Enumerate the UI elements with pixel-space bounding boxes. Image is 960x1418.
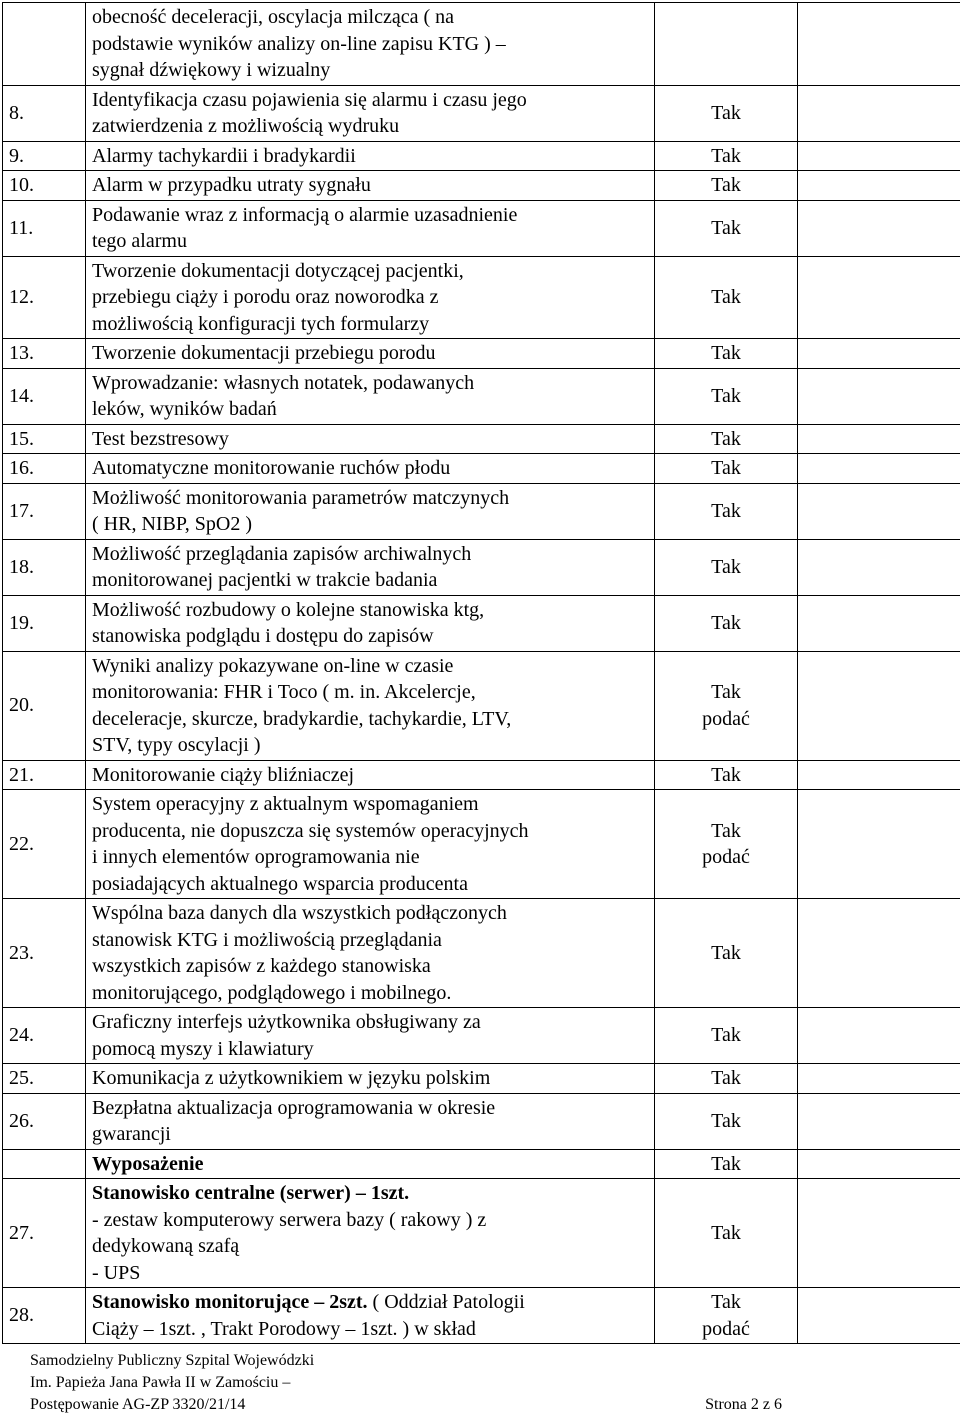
description-line: posiadających aktualnego wsparcia producenta <box>92 872 468 895</box>
row-description <box>86 1008 655 1064</box>
value-line: Tak <box>711 1221 741 1244</box>
row-description <box>86 899 655 1008</box>
row-description <box>86 424 655 454</box>
value-line: Tak <box>711 681 741 703</box>
row-value <box>655 200 798 256</box>
row-value <box>655 760 798 790</box>
row-value <box>655 595 798 651</box>
row-offered-parameters <box>798 790 960 899</box>
row-number: 17. <box>3 483 86 539</box>
description-line: - UPS <box>92 1261 141 1284</box>
row-value <box>655 651 798 760</box>
row-value <box>655 85 798 141</box>
description-line: stanowiska podglądu i dostępu do zapisów <box>92 625 434 647</box>
description-line: Alarmy tachykardii i bradykardii <box>92 144 356 167</box>
row-offered-parameters <box>798 3 960 86</box>
row-description <box>86 256 655 339</box>
row-offered-parameters <box>798 1149 960 1179</box>
description-line: Możliwość rozbudowy o kolejne stanowiska ktg, <box>92 598 485 621</box>
description-line: zatwierdzenia z możliwością wydruku <box>92 115 400 137</box>
row-description <box>86 171 655 201</box>
description-line: Monitorowanie ciąży bliźniaczej <box>92 763 355 786</box>
row-value <box>655 171 798 201</box>
description-line: Alarm w przypadku utraty sygnału <box>92 174 371 196</box>
row-description <box>86 85 655 141</box>
description-line: leków, wyników badań <box>92 398 277 420</box>
row-offered-parameters <box>798 200 960 256</box>
description-line: możliwością konfiguracji tych formularzy <box>92 312 430 335</box>
value-line: Tak <box>711 499 741 522</box>
row-number: 22. <box>3 790 86 899</box>
table-row <box>3 200 960 256</box>
row-description <box>86 339 655 369</box>
value-line: Tak <box>711 286 741 308</box>
table-row <box>3 3 960 86</box>
table-row <box>3 899 960 1008</box>
description-line: ( HR, NIBP, SpO2 ) <box>92 513 253 535</box>
table-row <box>3 1288 960 1344</box>
row-number: 8. <box>3 85 86 141</box>
value-line: Tak <box>711 216 741 239</box>
row-value <box>655 790 798 899</box>
row-number: 21. <box>3 760 86 790</box>
description-line: Podawanie wraz z informacją o alarmie uzasadnienie <box>92 203 518 226</box>
row-offered-parameters <box>798 1093 960 1149</box>
row-number: 19. <box>3 595 86 651</box>
description-line: monitorującego, podglądowego i mobilnego. <box>92 981 452 1004</box>
description-line: Test bezstresowy <box>92 427 229 450</box>
table-row <box>3 1179 960 1288</box>
value-line: Tak <box>711 941 741 964</box>
row-offered-parameters <box>798 256 960 339</box>
row-description <box>86 1179 655 1288</box>
row-description <box>86 483 655 539</box>
description-line: Wprowadzanie: własnych notatek, podawanych <box>92 371 475 394</box>
description-line: monitorowanej pacjentki w trakcie badania <box>92 569 438 591</box>
table-row <box>3 85 960 141</box>
description-line: System operacyjny z aktualnym wspomaganiem <box>92 793 479 815</box>
value-line: Tak <box>711 1291 741 1313</box>
row-offered-parameters <box>798 141 960 171</box>
value-line: Tak <box>711 555 741 578</box>
row-offered-parameters <box>798 424 960 454</box>
description-line: Tworzenie dokumentacji dotyczącej pacjentki, <box>92 259 464 282</box>
row-description <box>86 368 655 424</box>
value-line: Tak <box>711 144 741 167</box>
row-value <box>655 539 798 595</box>
specification-table <box>2 2 960 1344</box>
row-number <box>3 3 86 86</box>
row-number: 13. <box>3 339 86 369</box>
value-line: Tak <box>711 1024 741 1047</box>
row-offered-parameters <box>798 368 960 424</box>
value-line: Tak <box>711 101 741 124</box>
table-row <box>3 424 960 454</box>
value-line: podać <box>702 846 750 868</box>
row-description <box>86 1149 655 1179</box>
row-value <box>655 1179 798 1288</box>
value-line: podać <box>702 707 750 730</box>
description-line: gwarancji <box>92 1123 171 1145</box>
page-footer <box>30 1350 930 1416</box>
value-line: Tak <box>711 174 741 196</box>
description-line: STV, typy oscylacji ) <box>92 734 261 756</box>
value-line: Tak <box>711 384 741 407</box>
row-value <box>655 454 798 484</box>
table-row <box>3 1008 960 1064</box>
row-description <box>86 1064 655 1094</box>
row-value <box>655 483 798 539</box>
value-line: Tak <box>711 1152 741 1175</box>
row-offered-parameters <box>798 760 960 790</box>
table-row <box>3 454 960 484</box>
table-row <box>3 790 960 899</box>
table-row <box>3 256 960 339</box>
row-description <box>86 595 655 651</box>
footer-procedure-number: Postępowanie AG-ZP 3320/21/14 <box>30 1396 246 1413</box>
row-number: 9. <box>3 141 86 171</box>
value-line: podać <box>702 1317 750 1340</box>
row-value <box>655 141 798 171</box>
row-number: 12. <box>3 256 86 339</box>
row-value <box>655 1008 798 1064</box>
row-value <box>655 256 798 339</box>
row-number: 23. <box>3 899 86 1008</box>
row-offered-parameters <box>798 1008 960 1064</box>
row-description <box>86 790 655 899</box>
row-description <box>86 454 655 484</box>
footer-hospital-name: Samodzielny Publiczny Szpital Wojewódzki <box>30 1352 315 1369</box>
row-value <box>655 1064 798 1094</box>
row-number: 26. <box>3 1093 86 1149</box>
row-number: 28. <box>3 1288 86 1344</box>
specification-table-body <box>3 3 960 1344</box>
table-row <box>3 760 960 790</box>
row-description <box>86 651 655 760</box>
table-row <box>3 1093 960 1149</box>
table-row <box>3 651 960 760</box>
row-value <box>655 1093 798 1149</box>
description-line: Automatyczne monitorowanie ruchów płodu <box>92 457 451 479</box>
row-number: 25. <box>3 1064 86 1094</box>
row-value <box>655 339 798 369</box>
row-value <box>655 424 798 454</box>
description-line: Komunikacja z użytkownikiem w języku polskim <box>92 1067 491 1089</box>
table-row <box>3 171 960 201</box>
description-line: Identyfikacja czasu pojawienia się alarmu i czasu jego <box>92 88 527 111</box>
row-description <box>86 3 655 86</box>
row-offered-parameters <box>798 171 960 201</box>
description-line: Wyniki analizy pokazywane on-line w czasie <box>92 654 454 677</box>
row-number: 11. <box>3 200 86 256</box>
row-offered-parameters <box>798 539 960 595</box>
description-line: podstawie wyników analizy on-line zapisu KTG ) – <box>92 32 506 55</box>
value-line: Tak <box>711 427 741 450</box>
row-description <box>86 141 655 171</box>
description-line: Wspólna baza danych dla wszystkich podłączonych <box>92 902 507 924</box>
row-offered-parameters <box>798 899 960 1008</box>
row-value <box>655 899 798 1008</box>
value-line: Tak <box>711 457 741 479</box>
row-number: 14. <box>3 368 86 424</box>
table-row <box>3 595 960 651</box>
row-description <box>86 1288 655 1344</box>
row-offered-parameters <box>798 1288 960 1344</box>
description-line: pomocą myszy i klawiatury <box>92 1037 314 1060</box>
row-value <box>655 368 798 424</box>
description-line: obecność deceleracji, oscylacja milcząca ( na <box>92 6 455 28</box>
description-line: przebiegu ciąży i porodu oraz noworodka z <box>92 286 439 308</box>
description-line: Stanowisko monitorujące – 2szt. ( Oddział Patologii <box>92 1291 525 1313</box>
description-line: monitorowania: FHR i Toco ( m. in. Akcelercje, <box>92 681 476 703</box>
row-offered-parameters <box>798 454 960 484</box>
row-number <box>3 1149 86 1179</box>
description-line: producenta, nie dopuszcza się systemów operacyjnych <box>92 819 529 842</box>
description-line: Wyposażenie <box>92 1152 204 1175</box>
description-line: tego alarmu <box>92 230 187 252</box>
row-value <box>655 1288 798 1344</box>
row-description <box>86 1093 655 1149</box>
description-line: dedykowaną szafą <box>92 1235 240 1257</box>
row-number: 24. <box>3 1008 86 1064</box>
description-line: Bezpłatna aktualizacja oprogramowania w okresie <box>92 1096 496 1119</box>
row-number: 18. <box>3 539 86 595</box>
table-row <box>3 539 960 595</box>
row-offered-parameters <box>798 85 960 141</box>
row-description <box>86 200 655 256</box>
table-row <box>3 483 960 539</box>
row-offered-parameters <box>798 1179 960 1288</box>
description-line: Stanowisko centralne (serwer) – 1szt. <box>92 1182 410 1204</box>
row-description <box>86 760 655 790</box>
description-line: stanowisk KTG i możliwością przeglądania <box>92 928 442 951</box>
description-bold-part: Stanowisko monitorujące – 2szt. <box>92 1291 368 1313</box>
row-offered-parameters <box>798 595 960 651</box>
row-number: 16. <box>3 454 86 484</box>
row-value <box>655 3 798 86</box>
description-line: Tworzenie dokumentacji przebiegu porodu <box>92 342 436 364</box>
value-line: Tak <box>711 342 741 364</box>
row-number: 27. <box>3 1179 86 1288</box>
table-row <box>3 1149 960 1179</box>
value-line: Tak <box>711 763 741 786</box>
value-line: Tak <box>711 819 741 842</box>
row-number: 20. <box>3 651 86 760</box>
value-line: Tak <box>711 1109 741 1132</box>
description-line: wszystkich zapisów z każdego stanowiska <box>92 955 431 977</box>
footer-page-number: Strona 2 z 6 <box>705 1396 782 1413</box>
description-line: Możliwość monitorowania parametrów matczynych <box>92 486 510 509</box>
table-row <box>3 339 960 369</box>
row-offered-parameters <box>798 483 960 539</box>
table-row <box>3 141 960 171</box>
description-line: Graficzny interfejs użytkownika obsługiwany za <box>92 1011 481 1033</box>
row-number: 15. <box>3 424 86 454</box>
description-line: i innych elementów oprogramowania nie <box>92 846 420 868</box>
table-row <box>3 1064 960 1094</box>
row-description <box>86 539 655 595</box>
description-line: Ciąży – 1szt. , Trakt Porodowy – 1szt. ) w skład <box>92 1317 476 1340</box>
row-offered-parameters <box>798 1064 960 1094</box>
description-line: sygnał dźwiękowy i wizualny <box>92 59 331 81</box>
value-line: Tak <box>711 1067 741 1089</box>
table-row <box>3 368 960 424</box>
value-line: Tak <box>711 611 741 634</box>
row-offered-parameters <box>798 339 960 369</box>
row-number: 10. <box>3 171 86 201</box>
footer-hospital-patron: Im. Papieża Jana Pawła II w Zamościu – <box>30 1374 291 1391</box>
row-offered-parameters <box>798 651 960 760</box>
description-line: - zestaw komputerowy serwera bazy ( rakowy ) z <box>92 1208 487 1231</box>
description-line: Możliwość przeglądania zapisów archiwalnych <box>92 542 472 565</box>
description-line: deceleracje, skurcze, bradykardie, tachykardie, LTV, <box>92 707 512 730</box>
row-value <box>655 1149 798 1179</box>
